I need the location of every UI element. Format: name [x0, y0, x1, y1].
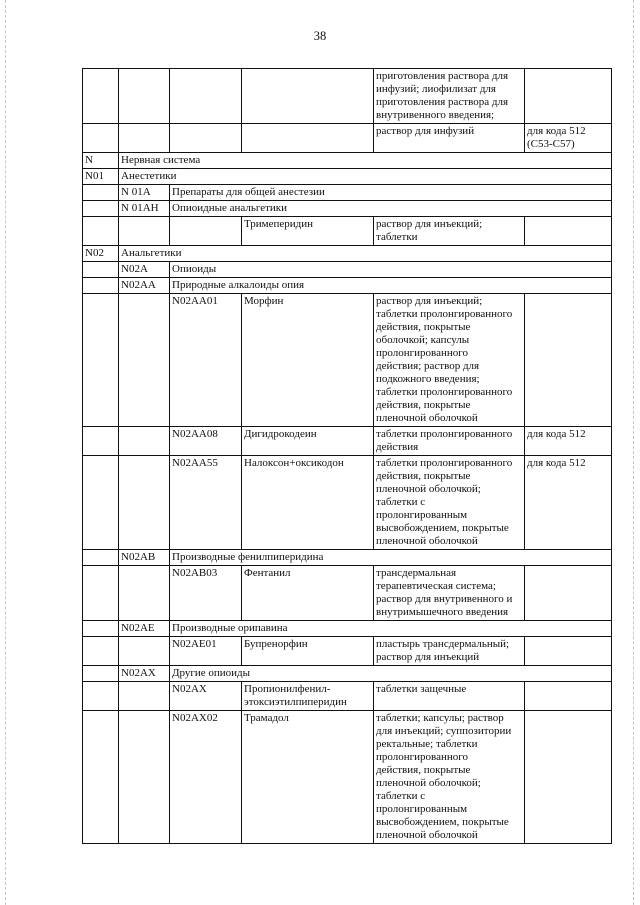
group-cell — [119, 682, 170, 711]
note — [525, 682, 612, 711]
section-cell — [83, 217, 119, 246]
dosage-form: таблетки пролонгированного действия — [374, 427, 525, 456]
table-row — [83, 427, 612, 456]
section-cell — [83, 456, 119, 550]
note-cell — [525, 69, 612, 124]
atc-code: N02AX02 — [170, 711, 242, 844]
table-row — [83, 185, 612, 201]
subgroup-name: Производные фенилпиперидина — [170, 550, 612, 566]
note — [525, 637, 612, 666]
section-code: N01 — [83, 169, 119, 185]
subgroup-name: Природные алкалоиды опия — [170, 278, 612, 294]
dosage-form: таблетки защечные — [374, 682, 525, 711]
section-cell — [83, 550, 119, 566]
atc-code-cell — [170, 124, 242, 153]
section-cell — [83, 262, 119, 278]
group-cell — [119, 124, 170, 153]
drug-name: Тримеперидин — [242, 217, 374, 246]
table-row — [83, 682, 612, 711]
section-cell — [83, 666, 119, 682]
table-row — [83, 153, 612, 169]
section-name: Нервная система — [119, 153, 612, 169]
group-cell — [119, 456, 170, 550]
dosage-form-cell: раствор для инфузий — [374, 124, 525, 153]
dosage-form: раствор для инъекций; таблетки пролонгированного действия, покрытые оболочкой; капсулы пролонгированного действия; раствор для подкожного введения; таблетки пролонгированного действия, покрытые пленочной оболочкой — [374, 294, 525, 427]
drug-name-cell — [242, 69, 374, 124]
note: для кода 512 — [525, 456, 612, 550]
drug-list-table — [82, 68, 612, 844]
subgroup-code: N02AX — [119, 666, 170, 682]
atc-code: N02AA55 — [170, 456, 242, 550]
group-cell — [119, 637, 170, 666]
scan-edge-right — [633, 0, 634, 905]
section-cell — [83, 294, 119, 427]
table-row — [83, 294, 612, 427]
table-row — [83, 637, 612, 666]
scan-edge-left — [5, 0, 6, 905]
note: для кода 512 — [525, 427, 612, 456]
drug-name: Трамадол — [242, 711, 374, 844]
section-code: N02 — [83, 246, 119, 262]
table-row — [83, 69, 612, 124]
section-cell — [83, 185, 119, 201]
table-row — [83, 278, 612, 294]
section-cell — [83, 124, 119, 153]
atc-code: N02AB03 — [170, 566, 242, 621]
note-cell: для кода 512 (C53-C57) — [525, 124, 612, 153]
section-cell — [83, 637, 119, 666]
group-code: N02A — [119, 262, 170, 278]
group-code: N 01A — [119, 185, 170, 201]
table-row — [83, 711, 612, 844]
dosage-form: пластырь трансдермальный; раствор для инъекций — [374, 637, 525, 666]
drug-name-cell — [242, 124, 374, 153]
table-row — [83, 169, 612, 185]
dosage-form-cell: приготовления раствора для инфузий; лиофилизат для приготовления раствора для внутривенного введения; — [374, 69, 525, 124]
group-cell — [119, 566, 170, 621]
dosage-form: таблетки пролонгированного действия, покрытые пленочной оболочкой; таблетки с пролонгированным высвобождением, покрытые пленочной оболочкой — [374, 456, 525, 550]
group-cell — [119, 217, 170, 246]
section-cell — [83, 201, 119, 217]
drug-name: Морфин — [242, 294, 374, 427]
subgroup-code: N02AB — [119, 550, 170, 566]
subgroup-code: N02AA — [119, 278, 170, 294]
table-row — [83, 566, 612, 621]
atc-code: N02AA08 — [170, 427, 242, 456]
section-cell — [83, 69, 119, 124]
table-row — [83, 246, 612, 262]
section-cell — [83, 711, 119, 844]
group-cell — [119, 427, 170, 456]
subgroup-code: N 01AH — [119, 201, 170, 217]
table-row — [83, 217, 612, 246]
subgroup-code: N02AE — [119, 621, 170, 637]
section-cell — [83, 621, 119, 637]
drug-name: Фентанил — [242, 566, 374, 621]
table-row — [83, 666, 612, 682]
group-name: Опиоиды — [170, 262, 612, 278]
section-cell — [83, 278, 119, 294]
table-row — [83, 621, 612, 637]
subgroup-name: Опиоидные анальгетики — [170, 201, 612, 217]
dosage-form: раствор для инъекций; таблетки — [374, 217, 525, 246]
table-row — [83, 124, 612, 153]
note — [525, 711, 612, 844]
section-name: Анальгетики — [119, 246, 612, 262]
atc-code-cell — [170, 69, 242, 124]
table-row — [83, 550, 612, 566]
group-cell — [119, 294, 170, 427]
atc-code: N02AA01 — [170, 294, 242, 427]
group-cell — [119, 711, 170, 844]
group-name: Препараты для общей анестезии — [170, 185, 612, 201]
section-name: Анестетики — [119, 169, 612, 185]
drug-name: Бупренорфин — [242, 637, 374, 666]
section-code: N — [83, 153, 119, 169]
section-cell — [83, 566, 119, 621]
page-number: 38 — [313, 29, 327, 43]
table-body — [83, 69, 612, 844]
subgroup-name: Другие опиоиды — [170, 666, 612, 682]
section-cell — [83, 427, 119, 456]
note — [525, 217, 612, 246]
table-row — [83, 456, 612, 550]
note — [525, 566, 612, 621]
drug-name: Пропионилфенил- этоксиэтилпиперидин — [242, 682, 374, 711]
note — [525, 294, 612, 427]
section-cell — [83, 682, 119, 711]
subgroup-name: Производные орипавина — [170, 621, 612, 637]
atc-code: N02AE01 — [170, 637, 242, 666]
drug-name: Налоксон+оксикодон — [242, 456, 374, 550]
drug-name: Дигидрокодеин — [242, 427, 374, 456]
dosage-form: таблетки; капсулы; раствор для инъекций; суппозитории ректальные; таблетки пролонгированного действия, покрытые пленочной оболочкой; таблетки с пролонгированным высвобождением, покрытые пленочной оболочкой — [374, 711, 525, 844]
table-row — [83, 262, 612, 278]
atc-code: N02AX — [170, 682, 242, 711]
group-cell — [119, 69, 170, 124]
atc-code — [170, 217, 242, 246]
dosage-form: трансдермальная терапевтическая система; раствор для внутривенного и внутримышечного введения — [374, 566, 525, 621]
table-row — [83, 201, 612, 217]
